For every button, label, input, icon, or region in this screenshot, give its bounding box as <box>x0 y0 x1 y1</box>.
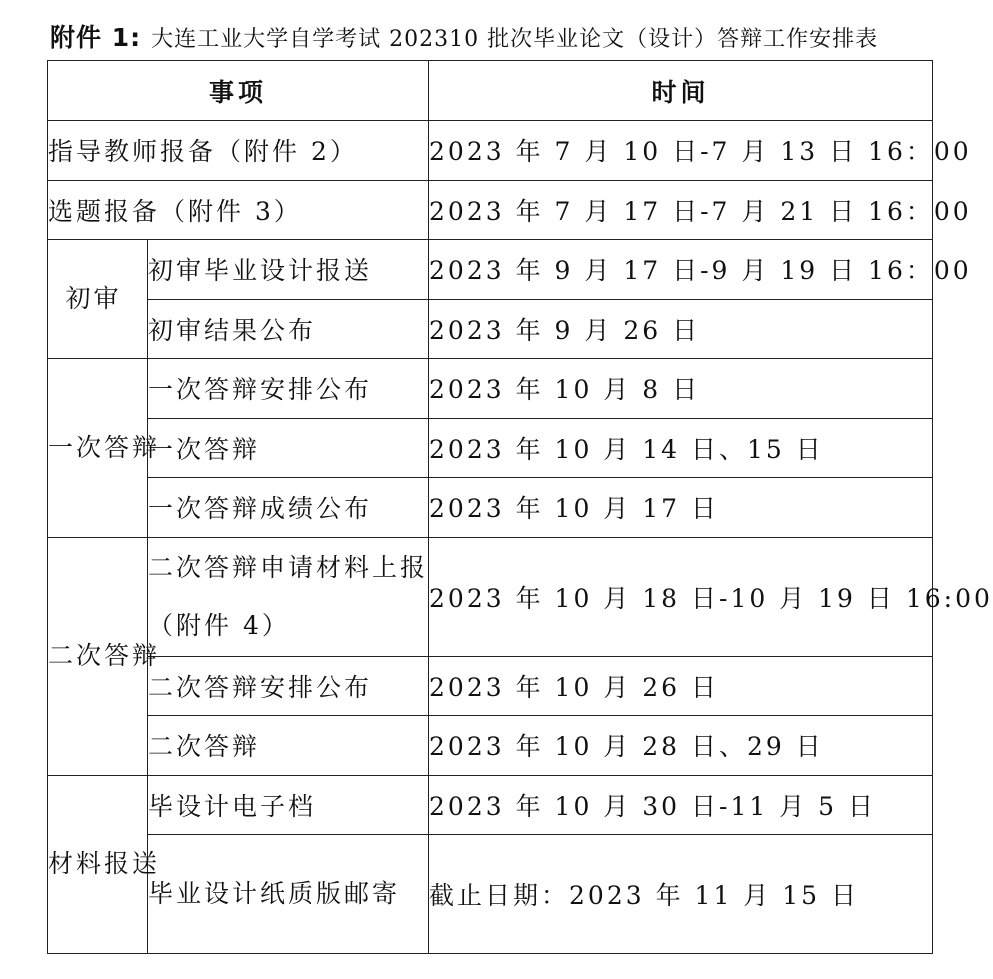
schedule-table <box>47 60 993 954</box>
time-cell: 2023 年 10 月 28 日、29 日 <box>429 716 933 776</box>
table-row <box>48 656 933 716</box>
title-prefix: 附件 1: <box>50 23 142 52</box>
item-cell: 二次答辩 <box>148 716 429 776</box>
time-cell: 2023 年 7 月 17 日-7 月 21 日 16：00 <box>429 180 933 240</box>
group-label: 一次答辩 <box>48 359 148 538</box>
title-text: 大连工业大学自学考试 202310 批次毕业论文（设计）答辩工作安排表 <box>151 27 879 52</box>
table-row <box>48 716 933 776</box>
group-label: 初审 <box>48 240 148 359</box>
table-row <box>48 180 933 240</box>
page-title <box>50 18 950 58</box>
item-cell: 二次答辩安排公布 <box>148 656 429 716</box>
item-cell: 一次答辩安排公布 <box>148 359 429 419</box>
header-item: 事项 <box>48 61 429 121</box>
group-label: 材料报送 <box>48 775 148 954</box>
table-row <box>48 240 933 300</box>
item-cell: 初审结果公布 <box>148 299 429 359</box>
time-cell: 2023 年 10 月 17 日 <box>429 478 933 538</box>
table-row <box>48 121 933 181</box>
item-cell: 一次答辩成绩公布 <box>148 478 429 538</box>
table-header-row <box>48 61 933 121</box>
item-cell: 毕业设计纸质版邮寄 <box>148 835 429 954</box>
item-cell: 初审毕业设计报送 <box>148 240 429 300</box>
table-row <box>48 775 933 835</box>
time-cell: 截止日期：2023 年 11 月 15 日 <box>429 835 933 954</box>
time-cell: 2023 年 7 月 10 日-7 月 13 日 16：00 <box>429 121 933 181</box>
item-cell: 毕设计电子档 <box>148 775 429 835</box>
time-cell: 2023 年 9 月 17 日-9 月 19 日 16：00 <box>429 240 933 300</box>
item-cell: 选题报备（附件 3） <box>48 180 429 240</box>
time-cell: 2023 年 10 月 26 日 <box>429 656 933 716</box>
group-label: 二次答辩 <box>48 537 148 775</box>
header-time: 时间 <box>429 61 933 121</box>
time-cell: 2023 年 10 月 8 日 <box>429 359 933 419</box>
table-row <box>48 418 933 478</box>
table-row <box>48 478 933 538</box>
item-cell: 二次答辩申请材料上报（附件 4） <box>148 537 429 656</box>
item-cell: 一次答辩 <box>148 418 429 478</box>
time-cell: 2023 年 10 月 14 日、15 日 <box>429 418 933 478</box>
time-cell: 2023 年 10 月 30 日-11 月 5 日 <box>429 775 933 835</box>
table-row <box>48 835 933 954</box>
table-row <box>48 359 933 419</box>
table-row <box>48 299 933 359</box>
time-cell: 2023 年 9 月 26 日 <box>429 299 933 359</box>
item-cell: 指导教师报备（附件 2） <box>48 121 429 181</box>
table-row <box>48 537 933 656</box>
time-cell: 2023 年 10 月 18 日-10 月 19 日 16:00 <box>429 537 933 656</box>
